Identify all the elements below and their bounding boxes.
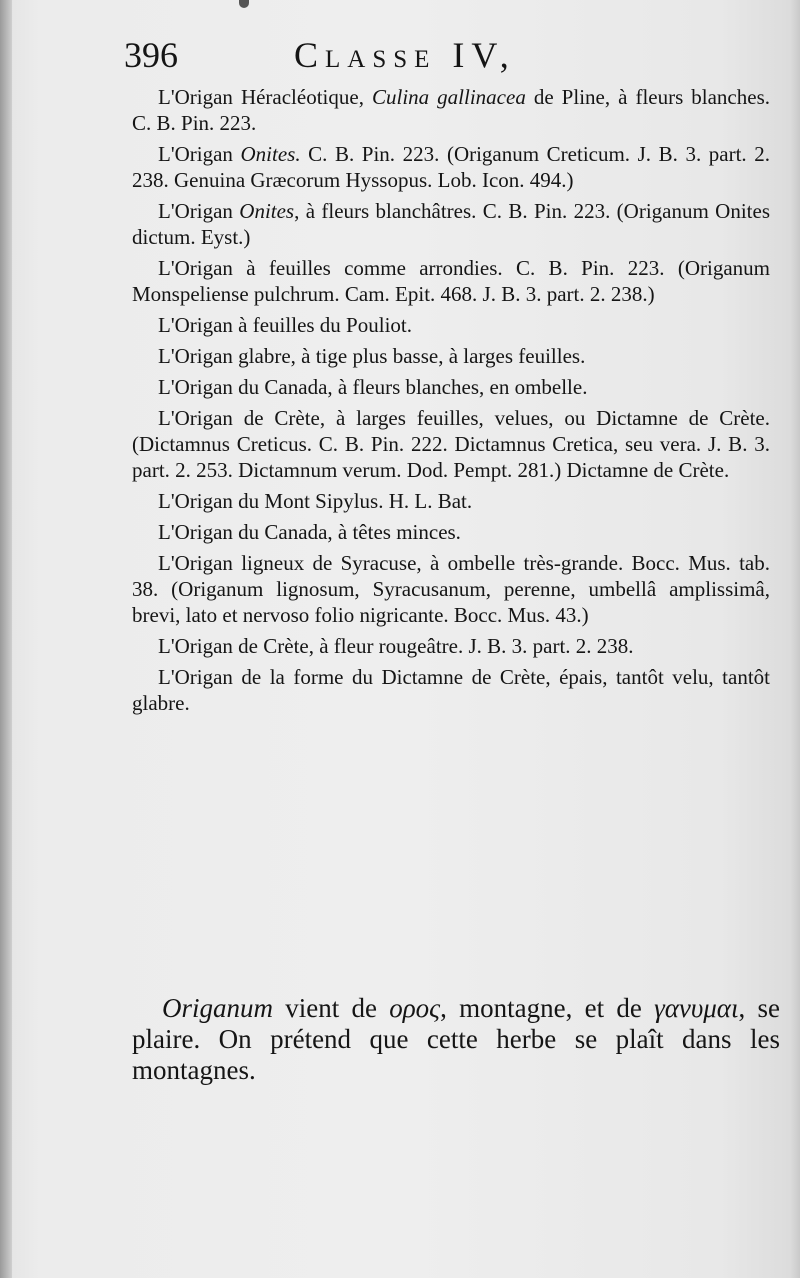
- species-entry: L'Origan à feuilles comme arrondies. C. B. Pin. 223. (Origanum Monspeliense pulchrum. Cam. Epit. 468. J. B. 3. part. 2. 238.): [132, 256, 770, 306]
- species-entry: L'Origan de la forme du Dictamne de Crète, épais, tantôt velu, tantôt glabre.: [132, 665, 770, 715]
- page-number: 396: [124, 35, 178, 75]
- species-entry: L'Origan du Mont Sipylus. H. L. Bat.: [158, 489, 473, 513]
- species-entry: L'Origan de Crète, à fleur rougeâtre. J. B. 3. part. 2. 238.: [158, 634, 634, 658]
- species-entry: L'Origan de Crète, à larges feuilles, velues, ou Dictamne de Crète. (Dictamnus Creticus. C. B. Pin. 222. Dictamnus Cretica, seu vera. J. B. 3. part. 2. 253. Dictamnum verum. Dod. Pempt. 281.) Dictamne de Crète.: [132, 406, 770, 482]
- page-gutter: [0, 0, 12, 1278]
- species-entry: L'Origan Onites, à fleurs blanchâtres. C. B. Pin. 223. (Origanum Onites dictum. Eyst.): [132, 199, 770, 249]
- running-header: [124, 34, 604, 82]
- chapter-title: Classe IV,: [294, 35, 516, 75]
- species-entry: L'Origan du Canada, à fleurs blanches, en ombelle.: [158, 375, 588, 399]
- binding-mark: [239, 0, 249, 8]
- species-list: [132, 84, 770, 721]
- species-entry: L'Origan glabre, à tige plus basse, à larges feuilles.: [158, 344, 586, 368]
- species-entry: L'Origan du Canada, à têtes minces.: [158, 520, 461, 544]
- species-entry: L'Origan Onites. C. B. Pin. 223. (Origanum Creticum. J. B. 3. part. 2. 238. Genuina Græcorum Hyssopus. Lob. Icon. 494.): [132, 142, 770, 192]
- etymology-note: Origanum vient de ορος, montagne, et de γανυμαι, se plaire. On prétend que cette herbe se plaît dans les montagnes.: [132, 993, 780, 1085]
- species-entry: L'Origan à feuilles du Pouliot.: [158, 313, 412, 337]
- species-entry: L'Origan Héracléotique, Culina gallinacea de Pline, à fleurs blanches. C. B. Pin. 223.: [132, 85, 770, 135]
- species-entry: L'Origan ligneux de Syracuse, à ombelle très-grande. Bocc. Mus. tab. 38. (Origanum lignosum, Syracusanum, perenne, umbellâ amplissimâ, brevi, lato et nervoso folio nigricante. Bocc. Mus. 43.): [132, 551, 770, 627]
